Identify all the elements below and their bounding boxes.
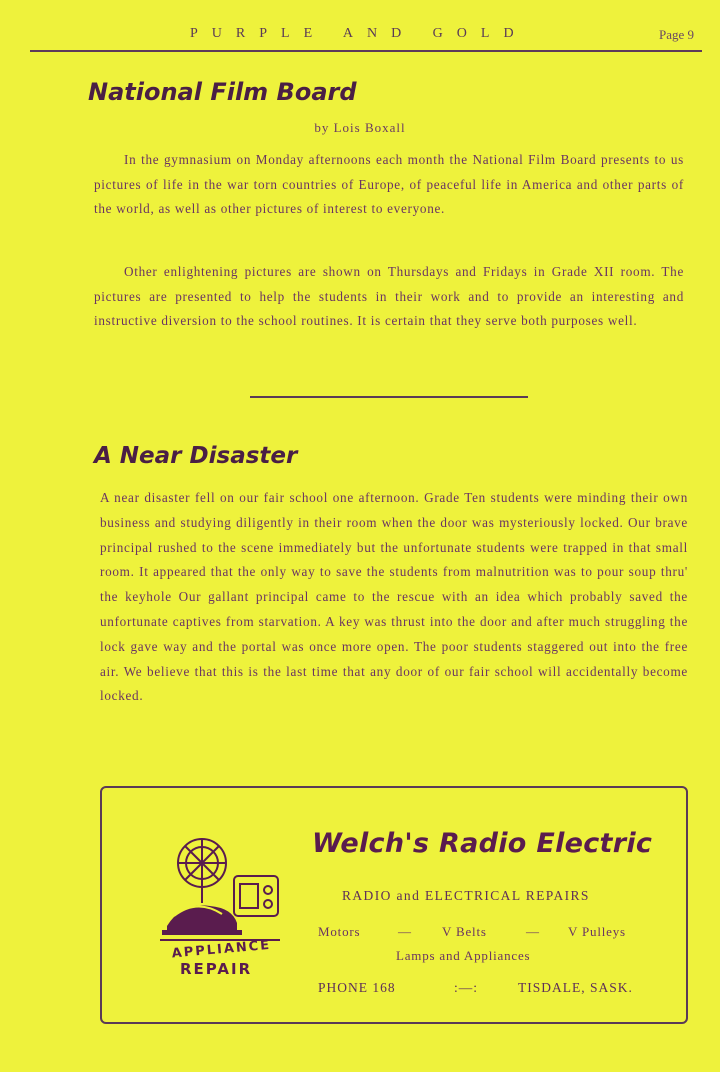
logo-text-repair: REPAIR	[180, 960, 253, 978]
article-title-film-board: National Film Board	[88, 78, 357, 106]
article-paragraph-disaster	[100, 486, 688, 709]
service-item: V Pulleys	[568, 924, 626, 939]
article-paragraph-1	[94, 148, 684, 222]
advertisement-box	[100, 786, 688, 1024]
paragraph-text: Other enlightening pictures are shown on Thursdays and Fridays in Grade XII room. The pictures are presented to help the students in their work and to provide an interesting and instructive diversion to the school routines. It is certain that they serve both purposes well.	[94, 264, 684, 328]
service-item: V Belts	[442, 924, 487, 939]
section-divider	[250, 396, 528, 398]
page-number: Page 9	[658, 27, 694, 42]
paragraph-text: A near disaster fell on our fair school one afternoon. Grade Ten students were minding their own business and studying diligently in their room when the door was mysteriously locked. Our brave principal rushed to the scene immediately but the unfortunate students were trapped in that small room. It appeared that the only way to save the students from malnutrition was to pour soup thru' the keyhole Our gallant principal came to the rescue with an idea which probably saved the unfortunate captives from starvation. A key was thrust into the door and after much struggling the lock gave way and the portal was once more open. The poor students staggered out into the free air. We believe that this is the last time that any door of our fair school will accidentally become locked.	[100, 490, 688, 704]
phone-number: PHONE 168	[318, 980, 396, 995]
logo-text-appliance: APPLIANCE	[171, 937, 272, 962]
advertiser-services: RADIO and ELECTRICAL REPAIRS	[342, 888, 590, 903]
location: TISDALE, SASK.	[518, 980, 633, 995]
contact-separator: :—:	[454, 980, 479, 995]
article-title-near-disaster: A Near Disaster	[94, 443, 298, 469]
advertiser-name: Welch's Radio Electric	[312, 828, 653, 859]
service-item: Motors	[318, 924, 361, 939]
paragraph-text: In the gymnasium on Monday afternoons each month the National Film Board presents to us pictures of life in the war torn countries of Europe, of peaceful life in America and other parts of the world, as well as other pictures of interest to everyone.	[94, 152, 684, 216]
service-separator: —	[526, 924, 540, 939]
appliance-repair-logo	[152, 828, 292, 978]
article-paragraph-2	[94, 260, 684, 334]
article-byline: by Lois Boxall	[314, 120, 406, 135]
service-separator: —	[398, 924, 412, 939]
header-divider	[30, 50, 702, 52]
publication-title: PURPLE AND GOLD	[190, 26, 528, 41]
page-header	[30, 26, 700, 48]
service-lamps: Lamps and Appliances	[396, 948, 531, 963]
